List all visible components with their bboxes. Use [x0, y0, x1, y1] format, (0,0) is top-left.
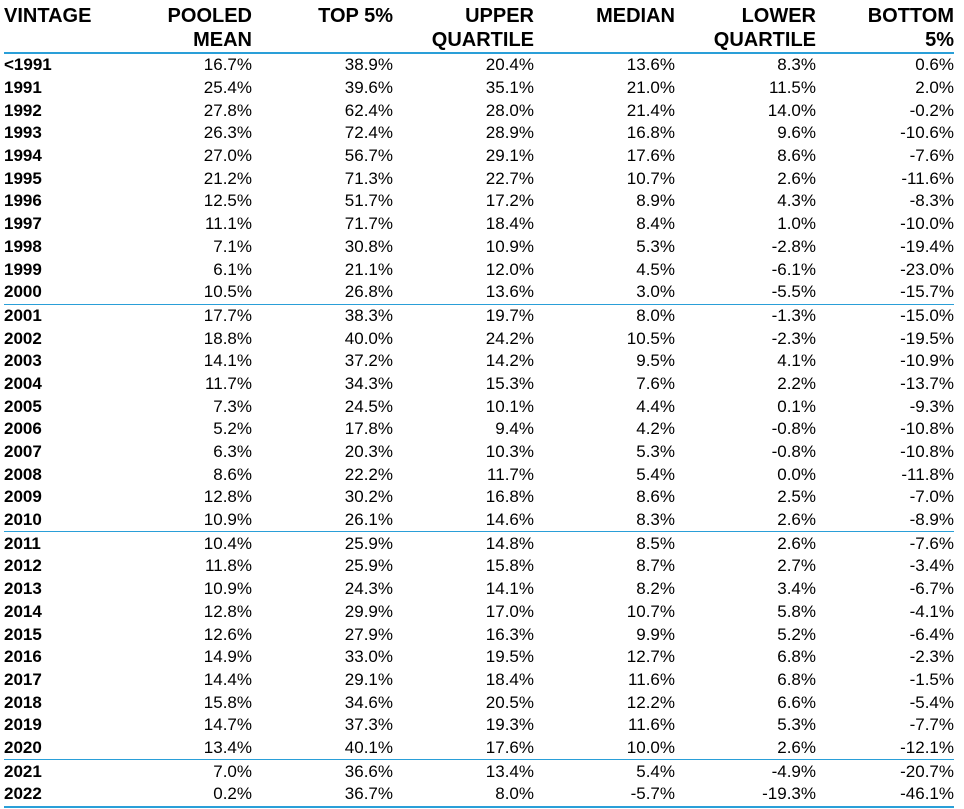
cell-pooled-mean: 10.9%: [107, 509, 252, 532]
table-row: [4, 714, 954, 737]
cell-vintage: <1991: [4, 55, 52, 75]
cell-top-5: 51.7%: [344, 191, 393, 211]
cell-pooled-mean: 25.4%: [203, 78, 252, 98]
cell-bottom-5: 2.0%: [915, 78, 954, 98]
cell-upper-quartile: 13.4%: [485, 761, 534, 781]
cell-top-5: 37.3%: [344, 715, 393, 735]
cell-upper-quartile: 15.3%: [485, 373, 534, 393]
cell-bottom-5: -10.0%: [900, 214, 954, 234]
cell-upper-quartile: 10.3%: [485, 442, 534, 462]
cell-median: 8.5%: [636, 533, 675, 553]
cell-top-5: 39.6%: [344, 78, 393, 98]
cell-median: -5.7%: [534, 783, 675, 807]
cell-upper-quartile: 8.0%: [393, 783, 534, 807]
table-row: [4, 373, 954, 396]
cell-pooled-mean: 16.7%: [203, 55, 252, 75]
table-row: [4, 532, 954, 555]
cell-top-5: 27.9%: [344, 624, 393, 644]
cell-bottom-5: -19.4%: [900, 236, 954, 256]
cell-vintage: 2008: [4, 464, 42, 484]
cell-bottom-5: -0.2%: [909, 100, 954, 120]
cell-pooled-mean: 14.1%: [203, 351, 252, 371]
table-row: [4, 53, 954, 77]
cell-upper-quartile: 28.0%: [485, 100, 534, 120]
cell-median: 8.3%: [534, 509, 675, 532]
table-row: [4, 601, 954, 624]
cell-top-5: 21.1%: [344, 259, 393, 279]
cell-upper-quartile: 12.0%: [485, 259, 534, 279]
cell-pooled-mean: 15.8%: [203, 692, 252, 712]
cell-upper-quartile: 10.1%: [485, 396, 534, 416]
cell-vintage: 2010: [4, 509, 107, 532]
cell-median: 10.5%: [626, 328, 675, 348]
cell-median: 9.5%: [636, 351, 675, 371]
header-median: MEDIAN: [596, 5, 675, 27]
cell-vintage: 1991: [4, 78, 42, 98]
cell-upper-quartile: 14.6%: [393, 509, 534, 532]
cell-median: 8.7%: [636, 556, 675, 576]
cell-median: 4.2%: [636, 419, 675, 439]
cell-upper-quartile: 24.2%: [485, 328, 534, 348]
header-pooled-mean: POOLED MEAN: [167, 5, 252, 51]
cell-bottom-5: -10.6%: [900, 123, 954, 143]
cell-median: 4.5%: [636, 259, 675, 279]
cell-upper-quartile: 28.9%: [485, 123, 534, 143]
cell-bottom-5: -12.1%: [816, 737, 954, 760]
cell-upper-quartile: 16.3%: [485, 624, 534, 644]
cell-vintage: 2011: [4, 533, 41, 553]
cell-bottom-5: -46.1%: [816, 783, 954, 807]
cell-lower-quartile: -19.3%: [675, 783, 816, 807]
cell-lower-quartile: 4.3%: [777, 191, 816, 211]
cell-median: 9.9%: [636, 624, 675, 644]
table-row: [4, 623, 954, 646]
cell-top-5: 20.3%: [344, 442, 393, 462]
cell-vintage: 2002: [4, 328, 42, 348]
cell-lower-quartile: 2.6%: [675, 737, 816, 760]
cell-lower-quartile: 2.6%: [777, 533, 816, 553]
cell-bottom-5: -7.6%: [909, 146, 954, 166]
cell-pooled-mean: 27.8%: [203, 100, 252, 120]
cell-top-5: 40.1%: [252, 737, 393, 760]
cell-lower-quartile: 14.0%: [767, 100, 816, 120]
cell-bottom-5: -11.8%: [901, 464, 954, 484]
cell-bottom-5: -10.8%: [900, 442, 954, 462]
cell-lower-quartile: 6.8%: [777, 647, 816, 667]
table-row: [4, 509, 954, 532]
table-row: [4, 77, 954, 100]
cell-vintage: 2012: [4, 556, 42, 576]
cell-vintage: 2021: [4, 761, 42, 781]
table-row: [4, 737, 954, 760]
table-row: [4, 167, 954, 190]
cell-vintage: 2004: [4, 373, 42, 393]
cell-lower-quartile: -2.8%: [771, 236, 816, 256]
header-top-5: TOP 5%: [318, 5, 393, 27]
cell-upper-quartile: 20.5%: [485, 692, 534, 712]
table-row: [4, 327, 954, 350]
cell-upper-quartile: 14.2%: [485, 351, 534, 371]
cell-pooled-mean: 5.2%: [213, 419, 252, 439]
cell-bottom-5: 0.6%: [915, 55, 954, 75]
table-row: [4, 418, 954, 441]
cell-top-5: 29.9%: [344, 601, 393, 621]
cell-upper-quartile: 9.4%: [495, 419, 534, 439]
cell-median: 8.9%: [636, 191, 675, 211]
cell-upper-quartile: 14.1%: [485, 579, 534, 599]
cell-bottom-5: -13.7%: [900, 373, 954, 393]
cell-top-5: 38.3%: [344, 305, 393, 325]
cell-vintage: 2016: [4, 647, 42, 667]
cell-lower-quartile: -5.5%: [675, 281, 816, 304]
cell-vintage: 2017: [4, 669, 42, 689]
cell-bottom-5: -9.3%: [909, 396, 954, 416]
cell-vintage: 1999: [4, 259, 42, 279]
cell-bottom-5: -11.6%: [901, 168, 954, 188]
cell-pooled-mean: 8.6%: [213, 464, 252, 484]
cell-upper-quartile: 15.8%: [485, 556, 534, 576]
cell-top-5: 36.7%: [252, 783, 393, 807]
table-row: [4, 463, 954, 486]
cell-upper-quartile: 10.9%: [485, 236, 534, 256]
cell-lower-quartile: 2.6%: [777, 168, 816, 188]
cell-top-5: 26.1%: [252, 509, 393, 532]
cell-median: 12.2%: [626, 692, 675, 712]
header-vintage: VINTAGE: [4, 5, 92, 27]
cell-median: 21.4%: [626, 100, 675, 120]
cell-lower-quartile: 8.6%: [777, 146, 816, 166]
cell-pooled-mean: 7.0%: [213, 761, 252, 781]
cell-pooled-mean: 12.6%: [203, 624, 252, 644]
cell-vintage: 1994: [4, 146, 42, 166]
cell-top-5: 40.0%: [344, 328, 393, 348]
cell-upper-quartile: 13.6%: [393, 281, 534, 304]
cell-median: 8.4%: [636, 214, 675, 234]
cell-top-5: 36.6%: [344, 761, 393, 781]
cell-vintage: 2022: [4, 783, 107, 807]
cell-lower-quartile: 6.8%: [777, 669, 816, 689]
cell-lower-quartile: 2.6%: [675, 509, 816, 532]
table-row: [4, 646, 954, 669]
cell-top-5: 62.4%: [344, 100, 393, 120]
cell-median: 5.3%: [636, 442, 675, 462]
cell-median: 16.8%: [626, 123, 675, 143]
cell-top-5: 30.2%: [344, 487, 393, 507]
cell-vintage: 2007: [4, 442, 42, 462]
cell-vintage: 2009: [4, 487, 42, 507]
table-row: [4, 486, 954, 509]
cell-top-5: 25.9%: [344, 533, 393, 553]
cell-top-5: 26.8%: [252, 281, 393, 304]
cell-top-5: 24.3%: [344, 579, 393, 599]
table-row: [4, 669, 954, 692]
table-row: [4, 395, 954, 418]
cell-top-5: 71.7%: [344, 214, 393, 234]
cell-pooled-mean: 26.3%: [203, 123, 252, 143]
cell-lower-quartile: 0.0%: [777, 464, 816, 484]
cell-pooled-mean: 10.4%: [203, 533, 252, 553]
cell-bottom-5: -6.4%: [909, 624, 954, 644]
table-row: [4, 350, 954, 373]
returns-table-container: [4, 0, 964, 809]
cell-upper-quartile: 19.7%: [485, 305, 534, 325]
table-row: [4, 760, 954, 783]
cell-top-5: 37.2%: [344, 351, 393, 371]
cell-vintage: 2014: [4, 601, 42, 621]
table-row: [4, 691, 954, 714]
cell-pooled-mean: 7.1%: [213, 236, 252, 256]
cell-median: 5.4%: [636, 464, 675, 484]
cell-pooled-mean: 27.0%: [203, 146, 252, 166]
cell-lower-quartile: 1.0%: [777, 214, 816, 234]
cell-median: 3.0%: [534, 281, 675, 304]
cell-top-5: 72.4%: [344, 123, 393, 143]
cell-median: 5.3%: [636, 236, 675, 256]
cell-bottom-5: -8.3%: [909, 191, 954, 211]
cell-top-5: 71.3%: [344, 168, 393, 188]
cell-lower-quartile: -2.3%: [771, 328, 816, 348]
cell-pooled-mean: 12.8%: [203, 487, 252, 507]
cell-pooled-mean: 12.5%: [203, 191, 252, 211]
cell-top-5: 25.9%: [344, 556, 393, 576]
header-upper-quartile: UPPER QUARTILE: [431, 5, 534, 51]
cell-median: 10.7%: [626, 601, 675, 621]
cell-lower-quartile: 5.3%: [777, 715, 816, 735]
table-row: [4, 304, 954, 327]
table-row: [4, 213, 954, 236]
cell-median: 21.0%: [626, 78, 675, 98]
cell-vintage: 2001: [4, 305, 42, 325]
cell-upper-quartile: 19.3%: [485, 715, 534, 735]
cell-top-5: 29.1%: [344, 669, 393, 689]
cell-median: 13.6%: [626, 55, 675, 75]
table-row: [4, 99, 954, 122]
cell-upper-quartile: 14.8%: [485, 533, 534, 553]
cell-bottom-5: -3.4%: [909, 556, 954, 576]
cell-lower-quartile: -0.8%: [771, 442, 816, 462]
cell-bottom-5: -2.3%: [909, 647, 954, 667]
cell-median: 17.6%: [626, 146, 675, 166]
table-row: [4, 281, 954, 304]
cell-bottom-5: -5.4%: [909, 692, 954, 712]
cell-bottom-5: -20.7%: [900, 761, 954, 781]
cell-median: 4.4%: [636, 396, 675, 416]
header-lower-quartile: LOWER QUARTILE: [713, 5, 816, 51]
cell-vintage: 1995: [4, 168, 42, 188]
table-row: [4, 236, 954, 259]
cell-pooled-mean: 17.7%: [203, 305, 252, 325]
cell-upper-quartile: 18.4%: [485, 214, 534, 234]
cell-pooled-mean: 14.4%: [203, 669, 252, 689]
cell-pooled-mean: 11.1%: [205, 214, 252, 234]
cell-pooled-mean: 7.3%: [213, 396, 252, 416]
header-bottom-5: BOTTOM 5%: [867, 5, 954, 51]
cell-pooled-mean: 21.2%: [203, 168, 252, 188]
cell-median: 12.7%: [626, 647, 675, 667]
cell-lower-quartile: 5.8%: [777, 601, 816, 621]
cell-lower-quartile: 11.5%: [769, 78, 816, 98]
cell-pooled-mean: 12.8%: [203, 601, 252, 621]
cell-median: 10.7%: [626, 168, 675, 188]
cell-vintage: 2006: [4, 419, 42, 439]
cell-upper-quartile: 35.1%: [485, 78, 534, 98]
vintage-returns-table: [4, 0, 954, 808]
cell-vintage: 2019: [4, 715, 42, 735]
cell-bottom-5: -15.7%: [816, 281, 954, 304]
cell-pooled-mean: 10.9%: [203, 579, 252, 599]
cell-pooled-mean: 11.7%: [205, 373, 252, 393]
cell-pooled-mean: 14.7%: [203, 715, 252, 735]
cell-vintage: 1996: [4, 191, 42, 211]
cell-pooled-mean: 0.2%: [107, 783, 252, 807]
cell-bottom-5: -7.7%: [909, 715, 954, 735]
cell-upper-quartile: 17.0%: [485, 601, 534, 621]
cell-lower-quartile: 2.5%: [777, 487, 816, 507]
cell-pooled-mean: 18.8%: [203, 328, 252, 348]
table-row: [4, 441, 954, 464]
cell-top-5: 33.0%: [344, 647, 393, 667]
cell-upper-quartile: 11.7%: [487, 464, 534, 484]
cell-top-5: 38.9%: [344, 55, 393, 75]
cell-vintage: 1998: [4, 236, 42, 256]
table-body: [4, 53, 954, 807]
cell-lower-quartile: 5.2%: [777, 624, 816, 644]
cell-bottom-5: -8.9%: [816, 509, 954, 532]
table-row: [4, 258, 954, 281]
cell-lower-quartile: 2.7%: [777, 556, 816, 576]
cell-upper-quartile: 20.4%: [485, 55, 534, 75]
cell-pooled-mean: 13.4%: [107, 737, 252, 760]
cell-pooled-mean: 10.5%: [107, 281, 252, 304]
cell-pooled-mean: 6.1%: [213, 259, 252, 279]
cell-bottom-5: -10.8%: [900, 419, 954, 439]
cell-bottom-5: -7.0%: [909, 487, 954, 507]
cell-lower-quartile: 8.3%: [777, 55, 816, 75]
cell-lower-quartile: -1.3%: [771, 305, 816, 325]
cell-vintage: 2013: [4, 579, 42, 599]
cell-upper-quartile: 17.2%: [485, 191, 534, 211]
cell-median: 10.0%: [534, 737, 675, 760]
cell-upper-quartile: 22.7%: [485, 168, 534, 188]
cell-lower-quartile: -4.9%: [771, 761, 816, 781]
cell-bottom-5: -23.0%: [900, 259, 954, 279]
cell-pooled-mean: 11.8%: [205, 556, 252, 576]
cell-lower-quartile: 4.1%: [777, 351, 816, 371]
cell-top-5: 22.2%: [344, 464, 393, 484]
cell-top-5: 17.8%: [344, 419, 393, 439]
cell-bottom-5: -19.5%: [900, 328, 954, 348]
cell-vintage: 2015: [4, 624, 42, 644]
cell-bottom-5: -15.0%: [900, 305, 954, 325]
table-row: [4, 783, 954, 807]
cell-lower-quartile: 2.2%: [777, 373, 816, 393]
cell-median: 8.0%: [636, 305, 675, 325]
cell-lower-quartile: -6.1%: [771, 259, 816, 279]
cell-vintage: 2020: [4, 737, 107, 760]
cell-upper-quartile: 18.4%: [485, 669, 534, 689]
cell-top-5: 34.6%: [344, 692, 393, 712]
cell-bottom-5: -7.6%: [909, 533, 954, 553]
table-row: [4, 145, 954, 168]
cell-pooled-mean: 14.9%: [203, 647, 252, 667]
cell-top-5: 30.8%: [344, 236, 393, 256]
cell-upper-quartile: 19.5%: [485, 647, 534, 667]
cell-median: 11.6%: [628, 715, 675, 735]
cell-top-5: 24.5%: [344, 396, 393, 416]
table-row: [4, 190, 954, 213]
cell-vintage: 2005: [4, 396, 42, 416]
cell-median: 8.2%: [636, 579, 675, 599]
cell-top-5: 34.3%: [344, 373, 393, 393]
cell-upper-quartile: 17.6%: [393, 737, 534, 760]
table-row: [4, 122, 954, 145]
cell-lower-quartile: 3.4%: [777, 579, 816, 599]
cell-lower-quartile: 9.6%: [777, 123, 816, 143]
cell-bottom-5: -4.1%: [909, 601, 954, 621]
cell-lower-quartile: -0.8%: [771, 419, 816, 439]
table-row: [4, 578, 954, 601]
table-header-row: [4, 0, 954, 53]
cell-median: 5.4%: [636, 761, 675, 781]
cell-bottom-5: -1.5%: [909, 669, 954, 689]
cell-median: 8.6%: [636, 487, 675, 507]
cell-vintage: 2003: [4, 351, 42, 371]
cell-lower-quartile: 6.6%: [777, 692, 816, 712]
table-row: [4, 555, 954, 578]
cell-vintage: 2000: [4, 281, 107, 304]
cell-upper-quartile: 29.1%: [485, 146, 534, 166]
cell-vintage: 1993: [4, 123, 42, 143]
cell-median: 7.6%: [636, 373, 675, 393]
cell-pooled-mean: 6.3%: [213, 442, 252, 462]
cell-lower-quartile: 0.1%: [777, 396, 816, 416]
cell-vintage: 1992: [4, 100, 42, 120]
cell-median: 11.6%: [628, 669, 675, 689]
cell-bottom-5: -10.9%: [900, 351, 954, 371]
cell-vintage: 1997: [4, 214, 42, 234]
cell-vintage: 2018: [4, 692, 42, 712]
cell-bottom-5: -6.7%: [909, 579, 954, 599]
cell-upper-quartile: 16.8%: [485, 487, 534, 507]
cell-top-5: 56.7%: [344, 146, 393, 166]
